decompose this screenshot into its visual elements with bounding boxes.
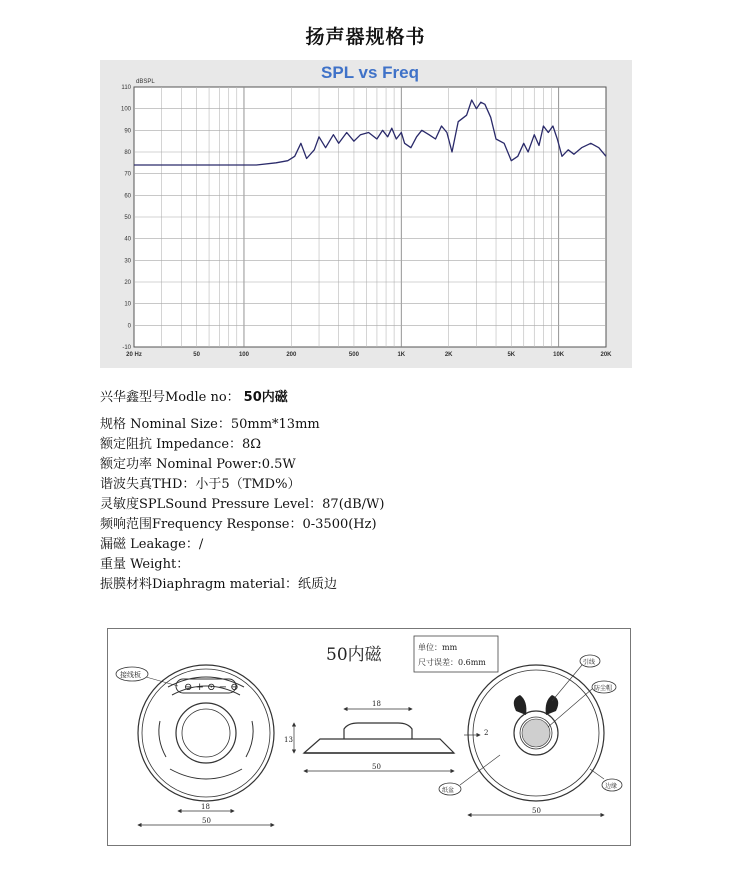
spec-section	[100, 386, 640, 595]
lead-wire-icon	[514, 695, 559, 715]
x-tick-label: 5K	[507, 352, 516, 358]
y-tick-label: 90	[124, 128, 131, 135]
paper-cone-label: 纸盆	[442, 787, 455, 794]
spec-leakage: 漏磁 Leakage：/	[100, 537, 204, 552]
side-width-dim-label: 50	[372, 763, 381, 771]
dust-cap-label: 防尘帽	[594, 685, 613, 692]
model-line	[100, 386, 640, 405]
chart-grid	[134, 87, 606, 347]
x-tick-label: 1K	[397, 352, 406, 358]
terminal-board-label: 接线板	[120, 671, 141, 679]
tolerance-note: 尺寸误差：0.6mm	[418, 658, 486, 667]
spec-power: 额定功率 Nominal Power:0.5W	[100, 457, 296, 472]
y-tick-label: 80	[124, 150, 131, 156]
x-tick-label: 20 Hz	[126, 352, 142, 358]
y-axis-label: dBSPL	[136, 79, 155, 85]
y-tick-label: 30	[124, 258, 131, 265]
technical-drawing	[107, 628, 631, 846]
spec-frequency-response: 频响范围Frequency Response：0-3500(Hz)	[100, 517, 377, 532]
terminal-symbols: ⊖ + ⊙ − ⊖	[184, 682, 239, 693]
chart-title: SPL vs Freq	[321, 63, 419, 82]
chart-canvas	[100, 60, 632, 368]
x-tick-label: 50	[193, 352, 200, 358]
spec-diaphragm: 振膜材料Diaphragm material：纸质边	[100, 577, 338, 592]
y-tick-label: 20	[124, 280, 131, 286]
side-top-dim-label: 18	[372, 700, 381, 708]
paper-cone-leader	[460, 755, 500, 785]
side-height-dim-label: 13	[284, 736, 293, 744]
spec-thd: 谐波失真THD：小于5（TMD%）	[100, 477, 301, 492]
edge-label: 边缘	[605, 783, 618, 790]
lead-wire-label: 引线	[583, 659, 596, 666]
edge-leader	[590, 769, 604, 779]
x-tick-label: 100	[238, 352, 249, 358]
y-tick-label: 110	[121, 85, 131, 91]
spec-spl: 灵敏度SPLSound Pressure Level：87(dB/W)	[100, 497, 385, 512]
page-title: 扬声器规格书	[305, 26, 426, 48]
x-tick-label: 20K	[600, 352, 612, 358]
spec-weight: 重量 Weight：	[100, 557, 190, 572]
spec-impedance: 额定阻抗 Impedance：8Ω	[100, 437, 262, 452]
lead-wire-leader	[552, 665, 582, 701]
y-tick-label: 10	[124, 301, 131, 308]
drawing-canvas	[108, 629, 630, 845]
y-tick-label: 50	[124, 215, 131, 221]
back-width-dim-label: 50	[532, 807, 541, 815]
dust-cap-icon	[522, 719, 550, 747]
front-inner-dim-label: 18	[201, 803, 210, 811]
y-tick-label: 70	[124, 171, 131, 178]
y-tick-label: 40	[124, 236, 131, 243]
spl-frequency-chart	[100, 60, 632, 368]
x-tick-label: 2K	[444, 352, 453, 358]
drawing-title: 50内磁	[326, 645, 382, 665]
unit-note: 单位：mm	[418, 643, 458, 652]
side-view	[304, 723, 454, 753]
y-tick-label: 100	[120, 106, 131, 113]
x-tick-label: 500	[348, 352, 359, 358]
y-tick-label: 0	[127, 323, 131, 330]
spec-size: 规格 Nominal Size：50mm*13mm	[100, 417, 320, 432]
x-tick-label: 10K	[553, 352, 565, 358]
model-value: 50内磁	[243, 390, 288, 405]
back-gap-dim-label: 2	[484, 729, 489, 737]
model-label: 兴华鑫型号Modle no：	[100, 390, 240, 405]
x-tick-label: 200	[286, 352, 297, 358]
y-tick-label: -10	[122, 345, 131, 351]
front-outer-dim-label: 50	[202, 817, 211, 825]
y-tick-label: 60	[124, 193, 131, 200]
